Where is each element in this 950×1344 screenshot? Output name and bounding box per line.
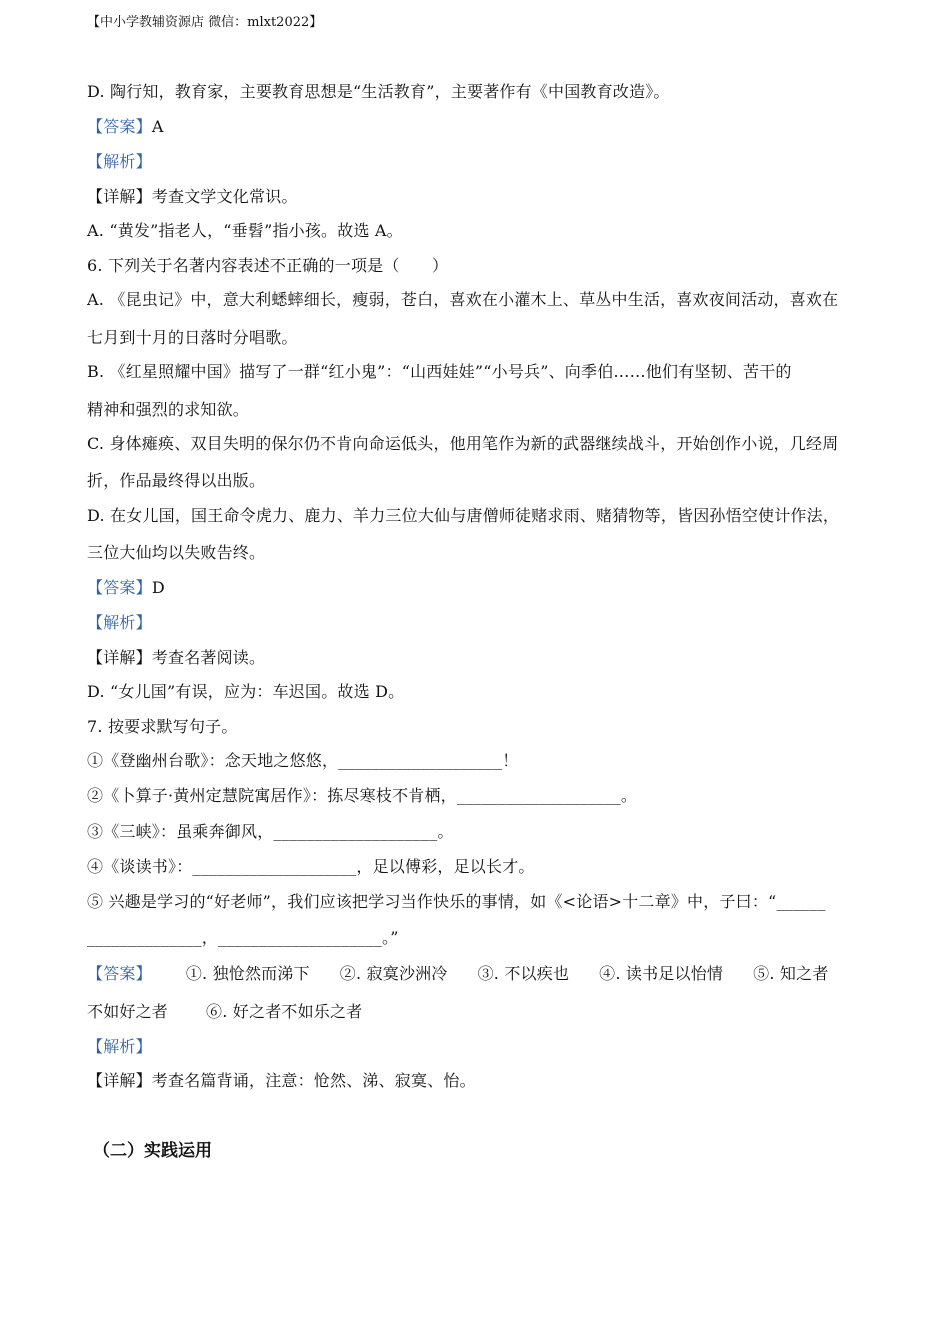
- q7-item-5-line1: ⑤ 兴趣是学习的“好老师”，我们应该把学习当作快乐的事情，如《<论语>十二章》中，子曰：“______: [87, 892, 826, 911]
- q7-detail: 【详解】考查名篇背诵，注意：怆然、涕、寂寞、怡。: [87, 1071, 476, 1090]
- q6-option-b-line1: B. 《红星照耀中国》描写了一群“红小鬼”：“山西娃娃”“小号兵”、向季伯……他们有坚韧、苦干的: [87, 362, 792, 381]
- answer-tag: 【答案】: [87, 117, 152, 136]
- q6-option-c-line1: C. 身体瘫痪、双目失明的保尔仍不肯向命运低头，他用笔作为新的武器继续战斗，开始创作小说，几经周: [87, 434, 839, 453]
- q6-option-a-line1: A. 《昆虫记》中，意大利蟋蟀细长，瘦弱，苍白，喜欢在小灌木上、草丛中生活，喜欢夜间活动，喜欢在: [87, 290, 839, 309]
- q6-option-d-line1: D. 在女儿国，国王命令虎力、鹿力、羊力三位大仙与唐僧师徒赌求雨、赌猜物等，皆因孙悟空使计作法，: [87, 506, 840, 525]
- q5-answer-line: [87, 117, 877, 137]
- q6-option-d-line2: 三位大仙均以失败告终。: [87, 543, 266, 562]
- q7-answer-1: ①. 独怆然而涕下: [185, 964, 310, 983]
- q7-answer-5-continuation: 不如好之者: [87, 1002, 169, 1021]
- q7-answer-3: ③. 不以疾也: [477, 964, 570, 983]
- q7-item-4: ④《谈读书》：____________________，足以傅彩，足以长才。: [87, 857, 535, 876]
- answer-value: D: [151, 578, 165, 597]
- answer-tag: 【答案】: [87, 578, 152, 597]
- analysis-tag: 【解析】: [87, 613, 152, 632]
- q7-item-2: ②《卜算子·黄州定慧院寓居作》：拣尽寒枝不肯栖，____________________。: [87, 786, 638, 805]
- q6-option-a-line2: 七月到十月的日落时分唱歌。: [87, 328, 298, 347]
- q6-detail: 【详解】考查名著阅读。: [87, 648, 266, 667]
- q5-detail: 【详解】考查文学文化常识。: [87, 187, 298, 206]
- q7-answer-6: ⑥. 好之者不如乐之者: [206, 1002, 363, 1021]
- q6-option-b-line2: 精神和强烈的求知欲。: [87, 400, 250, 419]
- q7-answer-line2: [87, 1002, 877, 1022]
- q7-answer-5: ⑤. 知之者: [753, 964, 829, 983]
- analysis-tag: 【解析】: [87, 152, 152, 171]
- section-heading: （二）实践运用: [93, 1141, 212, 1161]
- q7-item-1: ①《登幽州台歌》：念天地之悠悠，____________________！: [87, 751, 519, 770]
- page-header: 【中小学教辅资源店 微信：mlxt2022】: [87, 15, 323, 30]
- analysis-tag: 【解析】: [87, 1037, 152, 1056]
- q6-option-c-line2: 折，作品最终得以出版。: [87, 471, 266, 490]
- q6-explanation: D. “女儿国”有误，应为：车迟国。故选 D。: [87, 682, 405, 701]
- q7-answer-4: ④. 读书足以怡情: [599, 964, 724, 983]
- q7-answer-2: ②. 寂寞沙洲冷: [339, 964, 448, 983]
- q7-answer-line: [87, 964, 877, 984]
- q5-option-d: D. 陶行知，教育家，主要教育思想是“生活教育”，主要著作有《中国教育改造》。: [87, 82, 670, 101]
- q6-stem: 6. 下列关于名著内容表述不正确的一项是（ ）: [87, 256, 449, 275]
- answer-tag: 【答案】: [87, 964, 152, 983]
- q7-stem: 7. 按要求默写句子。: [87, 717, 238, 736]
- q5-explanation: A. “黄发”指老人，“垂髫”指小孩。故选 A。: [87, 221, 403, 240]
- q7-item-3: ③《三峡》：虽乘奔御风，____________________。: [87, 822, 454, 841]
- answer-value: A: [151, 117, 164, 136]
- q6-answer-line: [87, 578, 877, 598]
- q7-item-5-line2: ______________，____________________。”: [87, 928, 399, 947]
